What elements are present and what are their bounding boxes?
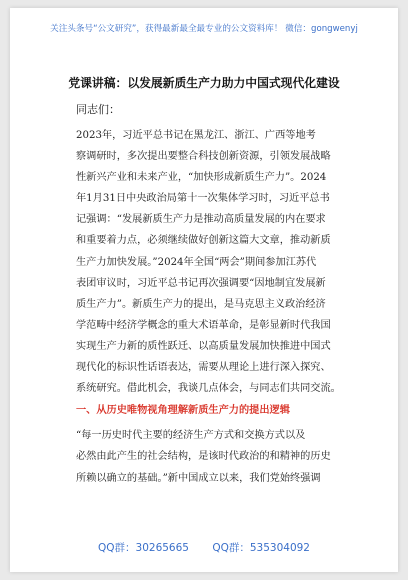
body-line: 所赖以确立的基础。”新中国成立以来，我们党始终强调 — [76, 472, 321, 484]
footer — [10, 540, 398, 555]
body-line: “每一历史时代主要的经济生产方式和交换方式以及 — [76, 430, 306, 442]
body-line: 年1月31日中央政治局第十一次集体学习时，习近平总书 — [76, 193, 330, 205]
document-body — [76, 125, 346, 489]
footer-qq-group-2: QQ群：535304092 — [212, 542, 310, 554]
promo-banner: 关注头条号“公文研究”，获得最新最全最专业的公文资料库！ 微信：gongwenyj — [50, 24, 358, 34]
section-heading: 一、从历史唯物视角理解新质生产力的提出逻辑 — [76, 404, 290, 417]
body-line: 表团审议时，习近平总书记再次强调要“因地制宜发展新 — [76, 277, 326, 289]
salutation: 同志们： — [76, 103, 120, 116]
body-line: 和重要着力点，必须继续做好创新这篇大文章，推动新质 — [76, 235, 331, 247]
body-line: 质生产力”。新质生产力的提出，是马克思主义政治经济 — [76, 298, 326, 310]
body-line: 生产力加快发展。”2024年全国“两会”期间参加江苏代 — [76, 256, 317, 268]
body-line: 性新兴产业和未来产业，“加快形成新质生产力”。2024 — [76, 172, 327, 184]
document-page — [10, 8, 398, 572]
body-line: 系统研究。借此机会，我谈几点体会，与同志们共同交流。 — [76, 383, 341, 395]
body-line: 学范畴中经济学概念的重大术语革命，是彰显新时代我国 — [76, 319, 331, 331]
body-line: 2023年，习近平总书记在黑龙江、浙江、广西等地考 — [76, 130, 316, 141]
body-line: 实现生产力新的质性跃迁、以高质量发展加快推进中国式 — [76, 340, 331, 352]
body-line: 必然由此产生的社会结构，是该时代政治的和精神的历史 — [76, 451, 331, 463]
body-line: 记强调：“发展新质生产力是推动高质量发展的内在要求 — [76, 214, 326, 226]
footer-qq-group-1: QQ群：30265665 — [98, 542, 189, 554]
document-title: 党课讲稿：以发展新质生产力助力中国式现代化建设 — [68, 76, 340, 90]
body-line: 现代化的标识性话语表达，需要从理论上进行深入探究、 — [76, 362, 331, 374]
body-line: 察调研时，多次提出要整合科技创新资源，引领发展战略 — [76, 151, 331, 163]
